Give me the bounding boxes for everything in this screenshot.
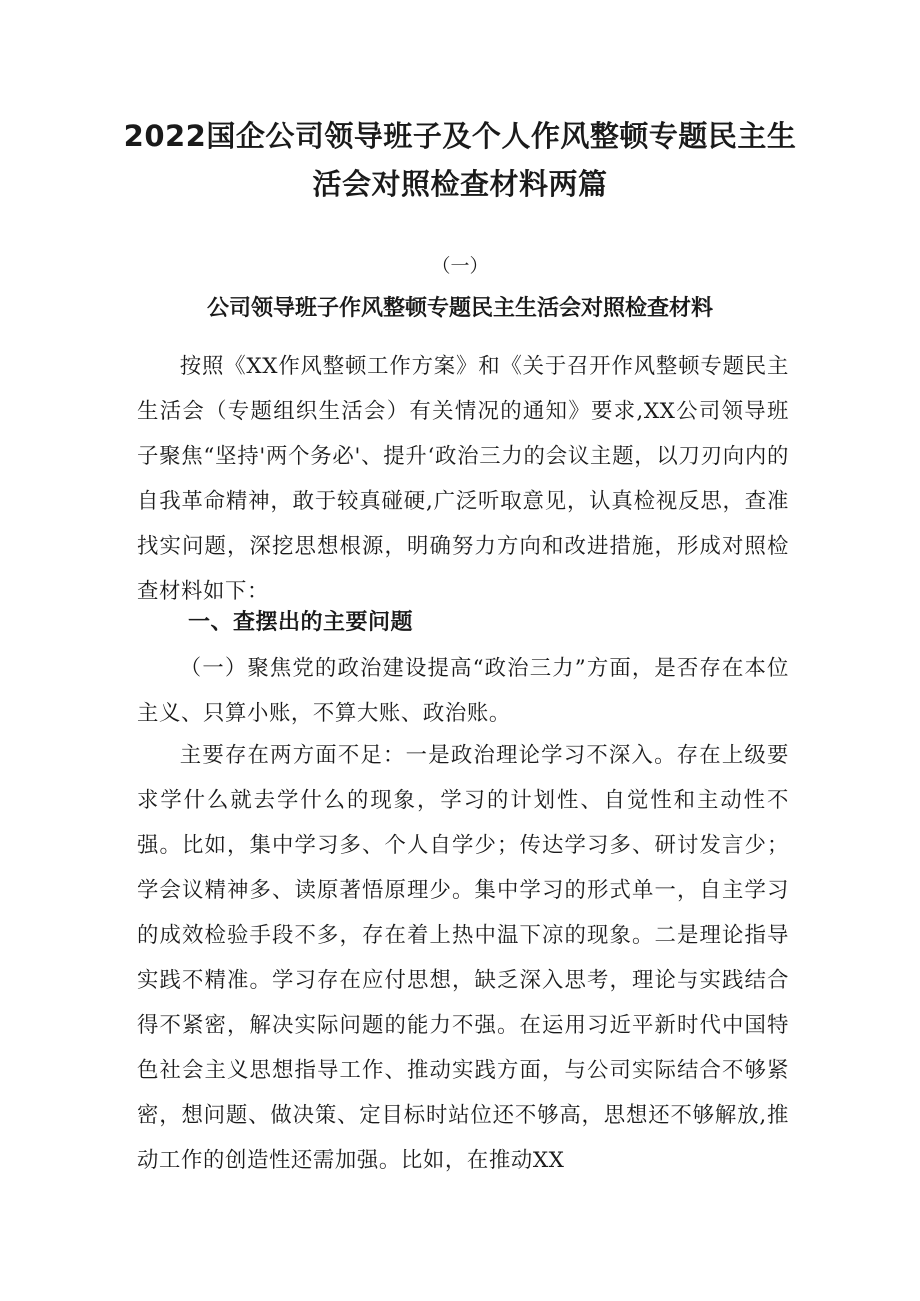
section-subtitle: 公司领导班子作风整顿专题民主生活会对照检查材料 xyxy=(206,296,713,321)
body-paragraph: 主要存在两方面不足：一是政治理论学习不深入。存在上级要求学什么就去学什么的现象，学习的计划性、自觉性和主动性不强。比如，集中学习多、个人自学少；传达学习多、研讨发言少；学会议精神多、读原著悟原理少。集中学习的形式单一，自主学习的成效检验手段不多，存在着上热中温下凉的现象。二是理论指导实践不精准。学习存在应付思想，缺乏深入思考，理论与实践结合得不紧密，解决实际问题的能力不强。在运用习近平新时代中国特色社会主义思想指导工作、推动实践方面，与公司实际结合不够紧密，想问题、做决策、定目标时站位还不够高，思想还不够解放,推动工作的创造性还需加强。比如，在推动XX xyxy=(137,743,789,1173)
item-paragraph: （一）聚焦党的政治建设提高“政治三力”方面，是否存在本位主义、只算小账，不算大账、政治账。 xyxy=(137,656,789,726)
intro-paragraph: 按照《XX作风整顿工作方案》和《关于召开作风整顿专题民主生活会（专题组织生活会）有关情况的通知》要求,XX公司领导班子聚焦“坚持'两个务必'、提升‘政治三力的会议主题，以刀刃向内的自我革命精神，敢于较真碰硬,广泛听取意见，认真检视反思，查准找实问题，深挖思想根源，明确努力方向和改进措施，形成对照检查材料如下： xyxy=(137,354,789,604)
heading-main-problems: 一、查摆出的主要问题 xyxy=(188,610,414,635)
section-number: （一） xyxy=(431,255,489,277)
document-title: 2022国企公司领导班子及个人作风整顿专题民主生活会对照检查材料两篇 xyxy=(123,119,797,201)
